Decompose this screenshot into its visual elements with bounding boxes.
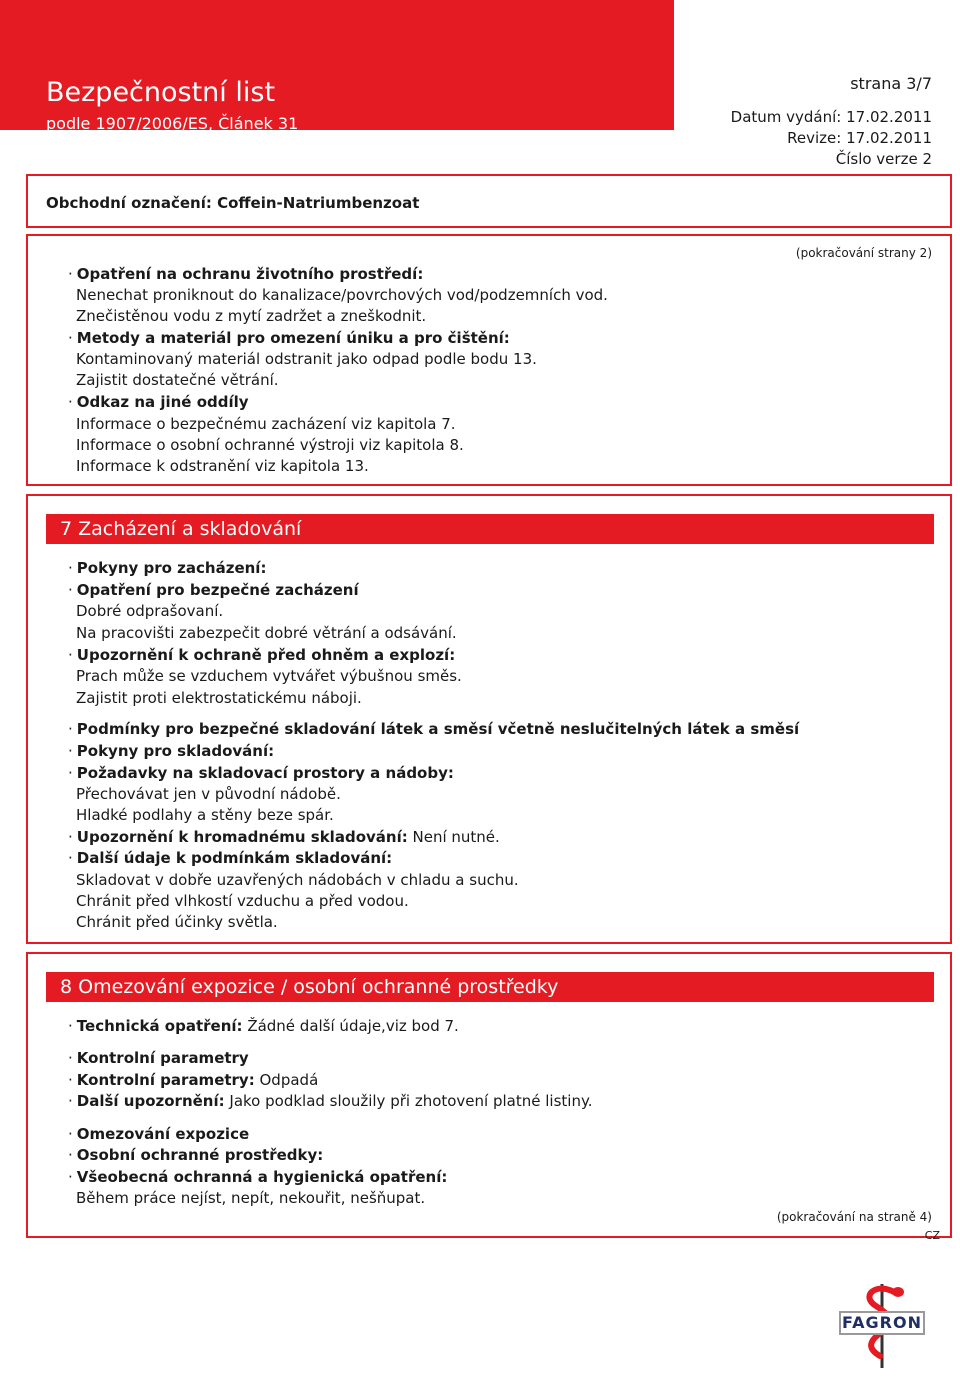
rooms-line-2: Hladké podlahy a stěny beze spár.	[76, 806, 334, 824]
fire-line-1: Prach může se vzduchem vytvářet výbušnou směs.	[76, 667, 462, 685]
env-line-2: Znečistěnou vodu z mytí zadržet a zneškodnit.	[76, 307, 427, 325]
country-code: CZ	[924, 1229, 940, 1242]
page-number: strana 3/7	[850, 74, 932, 93]
header-red-band	[0, 0, 674, 130]
ref-line-2: Informace o osobní ochranné výstroji viz kapitola 8.	[76, 436, 464, 454]
fire-line-2: Zajistit proti elektrostatickému náboji.	[76, 689, 362, 707]
document-subtitle: podle 1907/2006/ES, Článek 31	[46, 114, 299, 133]
section8-title: 8 Omezování expozice / osobní ochranné prostředky	[46, 972, 934, 1002]
document-title: Bezpečnostní list	[46, 77, 276, 108]
further-info: · Další upozornění: Jako podklad sloužily při zhotovení platné listiny.	[68, 1092, 593, 1110]
safe-line-2: Na pracovišti zabezpečit dobré větrání a odsávání.	[76, 624, 457, 642]
tech-measures: · Technická opatření: Žádné další údaje,viz bod 7.	[68, 1017, 459, 1035]
section8-box	[26, 952, 952, 1238]
version-number: Číslo verze 2	[835, 150, 932, 168]
further-line-1: Skladovat v dobře uzavřených nádobách v chladu a suchu.	[76, 871, 519, 889]
rooms-line-1: Přechovávat jen v původní nádobě.	[76, 785, 341, 803]
section6-box	[26, 234, 952, 486]
further-line-2: Chránit před vlhkostí vzduchu a před vodou.	[76, 892, 409, 910]
joint-storage: · Upozornění k hromadnému skladování: Není nutné.	[68, 828, 500, 846]
rooms-heading: · Požadavky na skladovací prostory a nádoby:	[68, 764, 454, 782]
further-line-3: Chránit před účinky světla.	[76, 913, 278, 931]
ref-line-3: Informace k odstranění viz kapitola 13.	[76, 457, 369, 475]
section7-title: 7 Zacházení a skladování	[46, 514, 934, 544]
ref-heading: · Odkaz na jiné oddíly	[68, 393, 249, 411]
trade-name-box	[26, 174, 952, 228]
further-heading: · Další údaje k podmínkám skladování:	[68, 849, 393, 867]
fagron-logo	[836, 1278, 928, 1370]
expo-heading: · Omezování expozice	[68, 1125, 250, 1143]
env-line-1: Nenechat proniknout do kanalizace/povrchových vod/podzemních vod.	[76, 286, 608, 304]
safe-line-1: Dobré odprašovaní.	[76, 602, 224, 620]
methods-heading: · Metody a materiál pro omezení úniku a pro čištění:	[68, 329, 510, 347]
ctrl-heading: · Kontrolní parametry	[68, 1049, 249, 1067]
hygiene-heading: · Všeobecná ochranná a hygienická opatření:	[68, 1168, 448, 1186]
methods-line-2: Zajistit dostatečné větrání.	[76, 371, 279, 389]
ctrl-params: · Kontrolní parametry: Odpadá	[68, 1071, 319, 1089]
hygiene-line-1: Během práce nejíst, nepít, nekouřit, nešňupat.	[76, 1189, 426, 1207]
storage-heading: · Pokyny pro skladování:	[68, 742, 275, 760]
storage-cond-heading: · Podmínky pro bezpečné skladování látek a směsí včetně neslučitelných látek a směsí	[68, 720, 800, 738]
methods-line-1: Kontaminovaný materiál odstranit jako odpad podle bodu 13.	[76, 350, 537, 368]
continued-to: (pokračování na straně 4)	[776, 1210, 932, 1224]
fagron-logo-text: FAGRON	[842, 1313, 922, 1332]
trade-name: Obchodní označení: Coffein-Natriumbenzoat	[46, 194, 420, 212]
ref-line-1: Informace o bezpečnému zacházení viz kapitola 7.	[76, 415, 456, 433]
ppe-heading: · Osobní ochranné prostředky:	[68, 1146, 324, 1164]
continued-from: (pokračování strany 2)	[795, 246, 932, 260]
revision-date: Revize: 17.02.2011	[787, 129, 932, 147]
safe-heading: · Opatření pro bezpečné zacházení	[68, 581, 359, 599]
handling-heading: · Pokyny pro zacházení:	[68, 559, 267, 577]
issue-date: Datum vydání: 17.02.2011	[730, 108, 932, 126]
section7-box	[26, 494, 952, 944]
fire-heading: · Upozornění k ochraně před ohněm a explozí:	[68, 646, 456, 664]
env-heading: · Opatření na ochranu životního prostředí:	[68, 265, 424, 283]
